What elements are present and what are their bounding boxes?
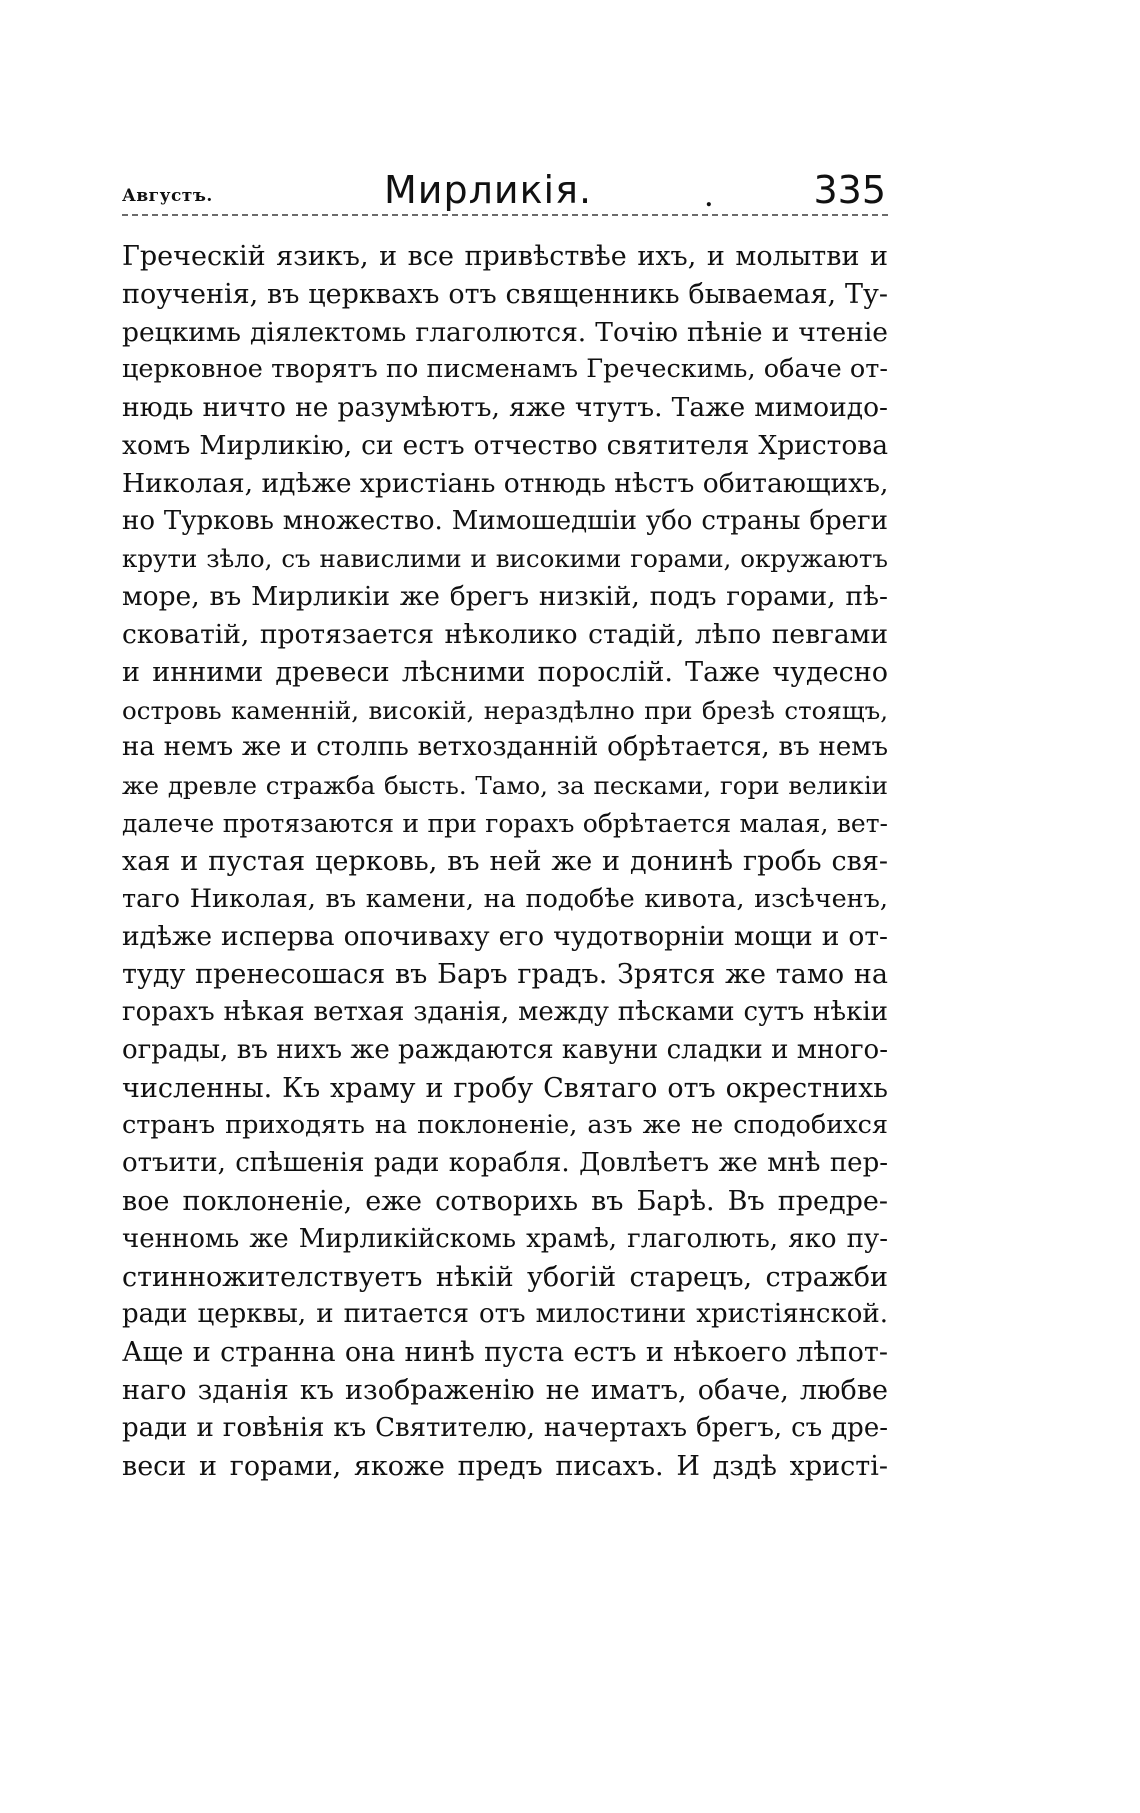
text-line: странъ приходять на поклоненіе, азъ же не сподобихся xyxy=(122,1110,888,1141)
running-head-title: Мирликія. xyxy=(384,168,593,212)
text-line: ради церквы, и питается отъ милостини христіянской. xyxy=(122,1299,888,1330)
body-text xyxy=(122,238,888,1485)
text-line: численны. Къ храму и гробу Святаго отъ окрестнихь xyxy=(122,1072,888,1104)
text-line: идѣже исперва опочиваху его чудотворніи мощи и от- xyxy=(122,921,888,953)
text-line: на немъ же и столпь ветхозданній обрѣтается, въ немъ xyxy=(122,732,888,763)
header-rule xyxy=(122,214,888,216)
text-line: таго Николая, въ камени, на подобѣе кивота, изсѣченъ, xyxy=(122,883,888,914)
text-line: рецкимь діялектомь глаголются. Точію пѣніе и чтеніе xyxy=(122,316,888,348)
text-line: хая и пустая церковь, въ ней же и донинѣ гробь свя- xyxy=(122,845,888,877)
text-line: наго зданія къ изображенію не иматъ, обаче, любве xyxy=(122,1374,888,1406)
text-line: ради и говѣнія къ Святителю, начертахъ брегъ, съ дре- xyxy=(122,1412,888,1443)
running-header xyxy=(122,168,888,216)
text-line: Греческій язикъ, и все привѣствѣе ихъ, и молытви и xyxy=(122,241,888,272)
text-line: стинножителствуетъ нѣкій убогій старецъ, стражби xyxy=(122,1261,888,1293)
text-line: же древле стражба бысть. Тамо, за песками, гори великіи xyxy=(122,771,888,801)
text-line: церковное творятъ по писменамъ Греческимь, обаче от- xyxy=(122,354,888,385)
text-line: ченномь же Мирликійскомь храмѣ, глаголють, яко пу- xyxy=(122,1223,888,1254)
text-line: Аще и странна она нинѣ пуста естъ и нѣкоего лѣпот- xyxy=(122,1337,888,1369)
text-line: Николая, идѣже христіань отнюдь нѣстъ обитающихъ, xyxy=(122,467,889,499)
text-line: крути зѣло, съ навислими и високими горами, окружаютъ xyxy=(122,544,888,574)
text-line: нюдь ничто не разумѣютъ, яже чтутъ. Таже мимоидо- xyxy=(122,392,888,424)
text-line: далече протязаются и при горахъ обрѣтается малая, вет- xyxy=(122,808,888,838)
text-line: хомъ Мирликію, си естъ отчество святителя Христова xyxy=(122,429,888,461)
text-line: но Турковь множество. Мимошедшіи убо страны бреги xyxy=(122,505,888,536)
text-line: туду пренесошася въ Баръ градъ. Зрятся же тамо на xyxy=(122,959,888,991)
text-line: поученія, въ церквахъ отъ священникь бываемая, Ту- xyxy=(122,278,888,310)
text-line: и инними древеси лѣсними порослій. Таже чудесно xyxy=(122,656,888,688)
text-line: сковатій, протязается нѣколико стадій, лѣпо певгами xyxy=(122,618,888,650)
text-line: отъити, спѣшенія ради корабля. Довлѣетъ же мнѣ пер- xyxy=(122,1148,888,1179)
page-number: 335 xyxy=(813,168,886,212)
text-line: море, въ Мирликіи же брегъ низкій, подъ горами, пѣ- xyxy=(122,581,888,613)
text-line: горахъ нѣкая ветхая зданія, между пѣсками сутъ нѣкіи xyxy=(122,996,888,1027)
text-line: вое поклоненіе, еже сотворихь въ Барѣ. Въ предре- xyxy=(122,1185,888,1217)
text-line: островь каменній, високій, нераздѣлно при брезѣ стоящъ, xyxy=(122,695,888,725)
text-line: ограды, въ нихъ же раждаются кавуни сладки и много- xyxy=(122,1034,888,1065)
running-head-month: Августъ. xyxy=(122,186,213,206)
text-line: веси и горами, якоже предъ писахъ. И дздѣ христі- xyxy=(122,1450,888,1482)
header-dot: . xyxy=(705,186,713,212)
